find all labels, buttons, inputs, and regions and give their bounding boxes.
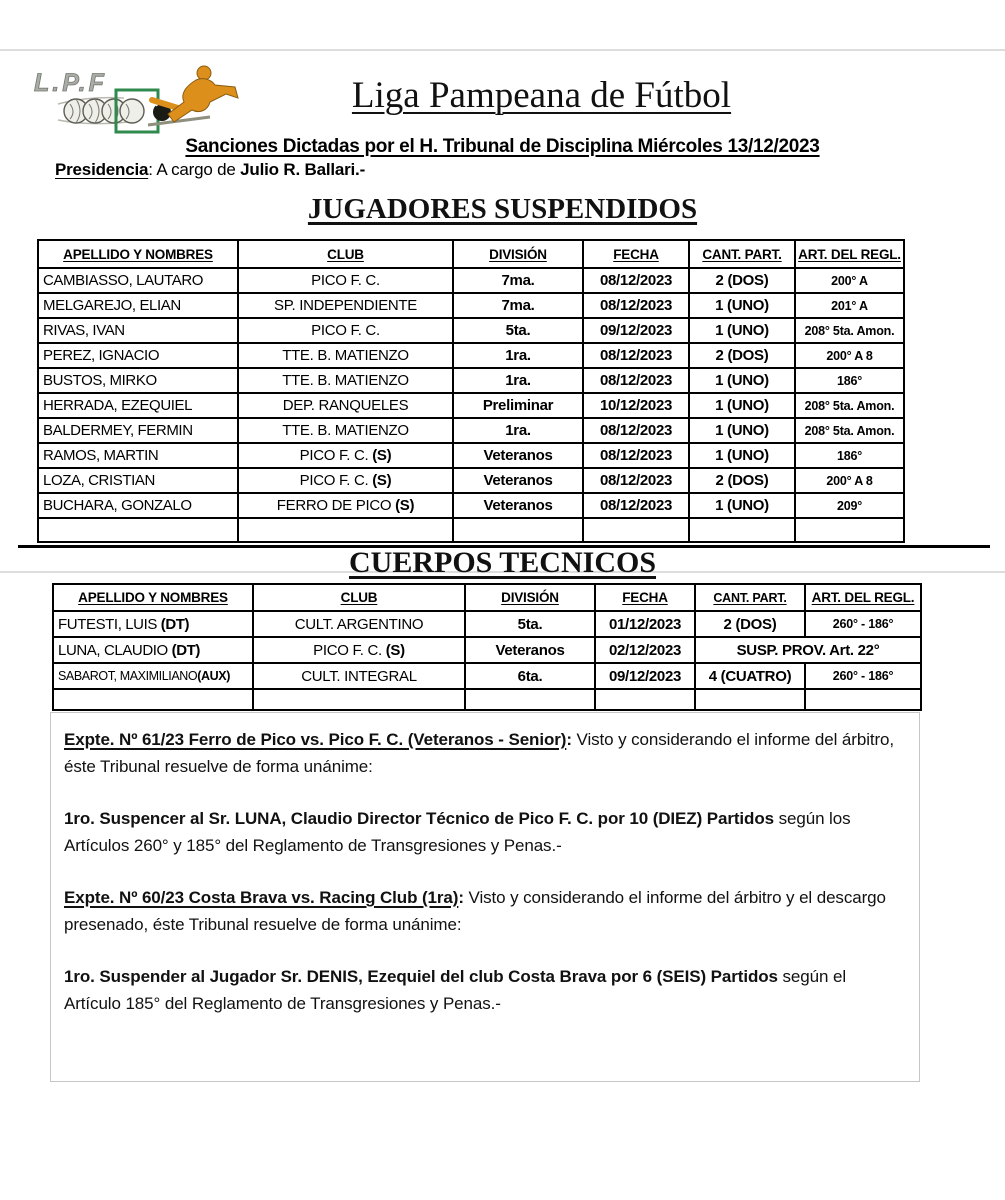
cell-name: BUCHARA, GONZALO bbox=[38, 493, 238, 518]
expediente-heading: Expte. Nº 60/23 Costa Brava vs. Racing Club (1ra): Visto y considerando el informe del árbitro y el descargo presenado, éste Tribunal resuelve de forma unánime: bbox=[64, 888, 886, 934]
cell-division: 1ra. bbox=[453, 343, 583, 368]
cell-art: 260° - 186° bbox=[805, 663, 921, 689]
table-row bbox=[38, 493, 904, 518]
cell-club: PICO F. C. bbox=[238, 268, 453, 293]
cell-fecha: 10/12/2023 bbox=[583, 393, 689, 418]
table-row bbox=[53, 611, 921, 637]
cell-fecha: 08/12/2023 bbox=[583, 418, 689, 443]
cell-club: PICO F. C. (S) bbox=[238, 443, 453, 468]
cell-club: PICO F. C. bbox=[238, 318, 453, 343]
expediente-heading: Expte. Nº 61/23 Ferro de Pico vs. Pico F. C. (Veteranos - Senior): Visto y considerando el informe del árbitro, éste Tribunal resuelve de forma unánime: bbox=[64, 730, 895, 776]
table-row-empty bbox=[38, 518, 904, 542]
cell-division: Veteranos bbox=[453, 468, 583, 493]
cell-division: 6ta. bbox=[465, 663, 595, 689]
table-row bbox=[53, 663, 921, 689]
col-header-division: DIVISIÓN bbox=[453, 240, 583, 268]
table-row bbox=[38, 418, 904, 443]
expediente-resolution: 1ro. Suspender al Jugador Sr. DENIS, Ezequiel del club Costa Brava por 6 (SEIS) Partidos según el Artículo 185° del Reglamento de Transgresiones y Penas.- bbox=[64, 967, 847, 1013]
cell-club: PICO F. C. (S) bbox=[238, 468, 453, 493]
presidencia-line: Presidencia: A cargo de Julio R. Ballari.- bbox=[55, 160, 366, 179]
cell-art: 208° 5ta. Amon. bbox=[795, 393, 904, 418]
table-row bbox=[38, 268, 904, 293]
table-row bbox=[38, 293, 904, 318]
cell-division: 1ra. bbox=[453, 368, 583, 393]
cell-club: CULT. INTEGRAL bbox=[253, 663, 465, 689]
cell-fecha: 08/12/2023 bbox=[583, 468, 689, 493]
col-header-club: CLUB bbox=[238, 240, 453, 268]
cell-cant: 2 (DOS) bbox=[689, 268, 795, 293]
cell-name: RAMOS, MARTIN bbox=[38, 443, 238, 468]
cell-name: LOZA, CRISTIAN bbox=[38, 468, 238, 493]
cell-art: 208° 5ta. Amon. bbox=[795, 318, 904, 343]
cell-club: FERRO DE PICO (S) bbox=[238, 493, 453, 518]
cell-division: 7ma. bbox=[453, 293, 583, 318]
cell-name: CAMBIASSO, LAUTARO bbox=[38, 268, 238, 293]
cell-division: 7ma. bbox=[453, 268, 583, 293]
cell-fecha: 08/12/2023 bbox=[583, 493, 689, 518]
table-row bbox=[38, 368, 904, 393]
section-title-jugadores: JUGADORES SUSPENDIDOS bbox=[307, 193, 698, 225]
cell-name: MELGAREJO, ELIAN bbox=[38, 293, 238, 318]
cell-cant: 2 (DOS) bbox=[695, 611, 805, 637]
page-title: Liga Pampeana de Fútbol bbox=[351, 75, 732, 116]
col-header-fecha: FECHA bbox=[583, 240, 689, 268]
cell-division: Veteranos bbox=[453, 443, 583, 468]
col-header-fecha: FECHA bbox=[595, 584, 695, 611]
table-header-row bbox=[38, 240, 904, 268]
table-header-row bbox=[53, 584, 921, 611]
cell-art: 200° A bbox=[795, 268, 904, 293]
cell-fecha: 02/12/2023 bbox=[595, 637, 695, 663]
cell-art: 186° bbox=[795, 368, 904, 393]
col-header-division: DIVISIÓN bbox=[465, 584, 595, 611]
cell-cant: 1 (UNO) bbox=[689, 393, 795, 418]
table-row bbox=[53, 637, 921, 663]
col-header-apellido: APELLIDO Y NOMBRES bbox=[53, 584, 253, 611]
cell-fecha: 08/12/2023 bbox=[583, 368, 689, 393]
cell-club: CULT. ARGENTINO bbox=[253, 611, 465, 637]
table-row bbox=[38, 468, 904, 493]
table-row bbox=[38, 443, 904, 468]
cell-fecha: 08/12/2023 bbox=[583, 443, 689, 468]
cell-club: DEP. RANQUELES bbox=[238, 393, 453, 418]
cell-name: HERRADA, EZEQUIEL bbox=[38, 393, 238, 418]
cell-name: SABAROT, MAXIMILIANO(AUX) bbox=[53, 663, 253, 689]
cell-art: 260° - 186° bbox=[805, 611, 921, 637]
cell-art: 208° 5ta. Amon. bbox=[795, 418, 904, 443]
cell-division: 1ra. bbox=[453, 418, 583, 443]
cell-art: 186° bbox=[795, 443, 904, 468]
cell-club: PICO F. C. (S) bbox=[253, 637, 465, 663]
cell-division: 5ta. bbox=[465, 611, 595, 637]
resolutions-textbox bbox=[50, 712, 920, 1082]
table-row bbox=[38, 318, 904, 343]
cell-name: BUSTOS, MIRKO bbox=[38, 368, 238, 393]
col-header-cant: CANT. PART. bbox=[695, 584, 805, 611]
table-row bbox=[38, 343, 904, 368]
presidencia-name: Julio R. Ballari.- bbox=[240, 160, 366, 179]
cell-cant: 1 (UNO) bbox=[689, 443, 795, 468]
cell-cant: 1 (UNO) bbox=[689, 293, 795, 318]
page-break-line-top bbox=[0, 49, 1005, 51]
cell-division: Veteranos bbox=[453, 493, 583, 518]
cell-name: PEREZ, IGNACIO bbox=[38, 343, 238, 368]
cell-fecha: 08/12/2023 bbox=[583, 293, 689, 318]
cell-fecha: 09/12/2023 bbox=[583, 318, 689, 343]
cell-club: TTE. B. MATIENZO bbox=[238, 368, 453, 393]
document-subtitle: Sanciones Dictadas por el H. Tribunal de Disciplina Miércoles 13/12/2023 bbox=[185, 136, 820, 157]
col-header-cant: CANT. PART. bbox=[689, 240, 795, 268]
cell-cant: 1 (UNO) bbox=[689, 368, 795, 393]
col-header-apellido: APELLIDO Y NOMBRES bbox=[38, 240, 238, 268]
cell-art: 209° bbox=[795, 493, 904, 518]
cell-division: 5ta. bbox=[453, 318, 583, 343]
expediente-title: Expte. Nº 61/23 Ferro de Pico vs. Pico F. C. (Veteranos - Senior) bbox=[64, 730, 567, 749]
cell-art: 200° A 8 bbox=[795, 343, 904, 368]
expediente-resolution: 1ro. Suspencer al Sr. LUNA, Claudio Director Técnico de Pico F. C. por 10 (DIEZ) Partidos según los Artículos 260° y 185° del Reglamento de Transgresiones y Penas.- bbox=[64, 809, 851, 855]
sanctions-table-players bbox=[37, 239, 905, 543]
cell-sancion-merged: SUSP. PROV. Art. 22° bbox=[695, 637, 921, 663]
cell-division: Preliminar bbox=[453, 393, 583, 418]
cell-fecha: 09/12/2023 bbox=[595, 663, 695, 689]
cell-cant: 2 (DOS) bbox=[689, 468, 795, 493]
cell-art: 201° A bbox=[795, 293, 904, 318]
col-header-art: ART. DEL REGL. bbox=[795, 240, 904, 268]
cell-cant: 1 (UNO) bbox=[689, 418, 795, 443]
sanctions-table-tecnicos bbox=[52, 583, 922, 711]
cell-name: BALDERMEY, FERMIN bbox=[38, 418, 238, 443]
expediente-title: Expte. Nº 60/23 Costa Brava vs. Racing Club (1ra) bbox=[64, 888, 459, 907]
cell-fecha: 01/12/2023 bbox=[595, 611, 695, 637]
section-title-tecnicos: CUERPOS TECNICOS bbox=[348, 546, 657, 579]
cell-cant: 2 (DOS) bbox=[689, 343, 795, 368]
cell-name: LUNA, CLAUDIO (DT) bbox=[53, 637, 253, 663]
cell-cant: 1 (UNO) bbox=[689, 318, 795, 343]
cell-cant: 4 (CUATRO) bbox=[695, 663, 805, 689]
cell-art: 200° A 8 bbox=[795, 468, 904, 493]
cell-club: SP. INDEPENDIENTE bbox=[238, 293, 453, 318]
cell-name: FUTESTI, LUIS (DT) bbox=[53, 611, 253, 637]
cell-division: Veteranos bbox=[465, 637, 595, 663]
col-header-art: ART. DEL REGL. bbox=[805, 584, 921, 611]
col-header-club: CLUB bbox=[253, 584, 465, 611]
presidencia-label: Presidencia bbox=[55, 160, 149, 179]
cell-fecha: 08/12/2023 bbox=[583, 268, 689, 293]
cell-club: TTE. B. MATIENZO bbox=[238, 343, 453, 368]
cell-club: TTE. B. MATIENZO bbox=[238, 418, 453, 443]
table-row bbox=[38, 393, 904, 418]
table-row-empty bbox=[53, 689, 921, 710]
cell-fecha: 08/12/2023 bbox=[583, 343, 689, 368]
cell-name: RIVAS, IVAN bbox=[38, 318, 238, 343]
lpf-logo-text: L.P.F bbox=[34, 69, 107, 97]
cell-cant: 1 (UNO) bbox=[689, 493, 795, 518]
